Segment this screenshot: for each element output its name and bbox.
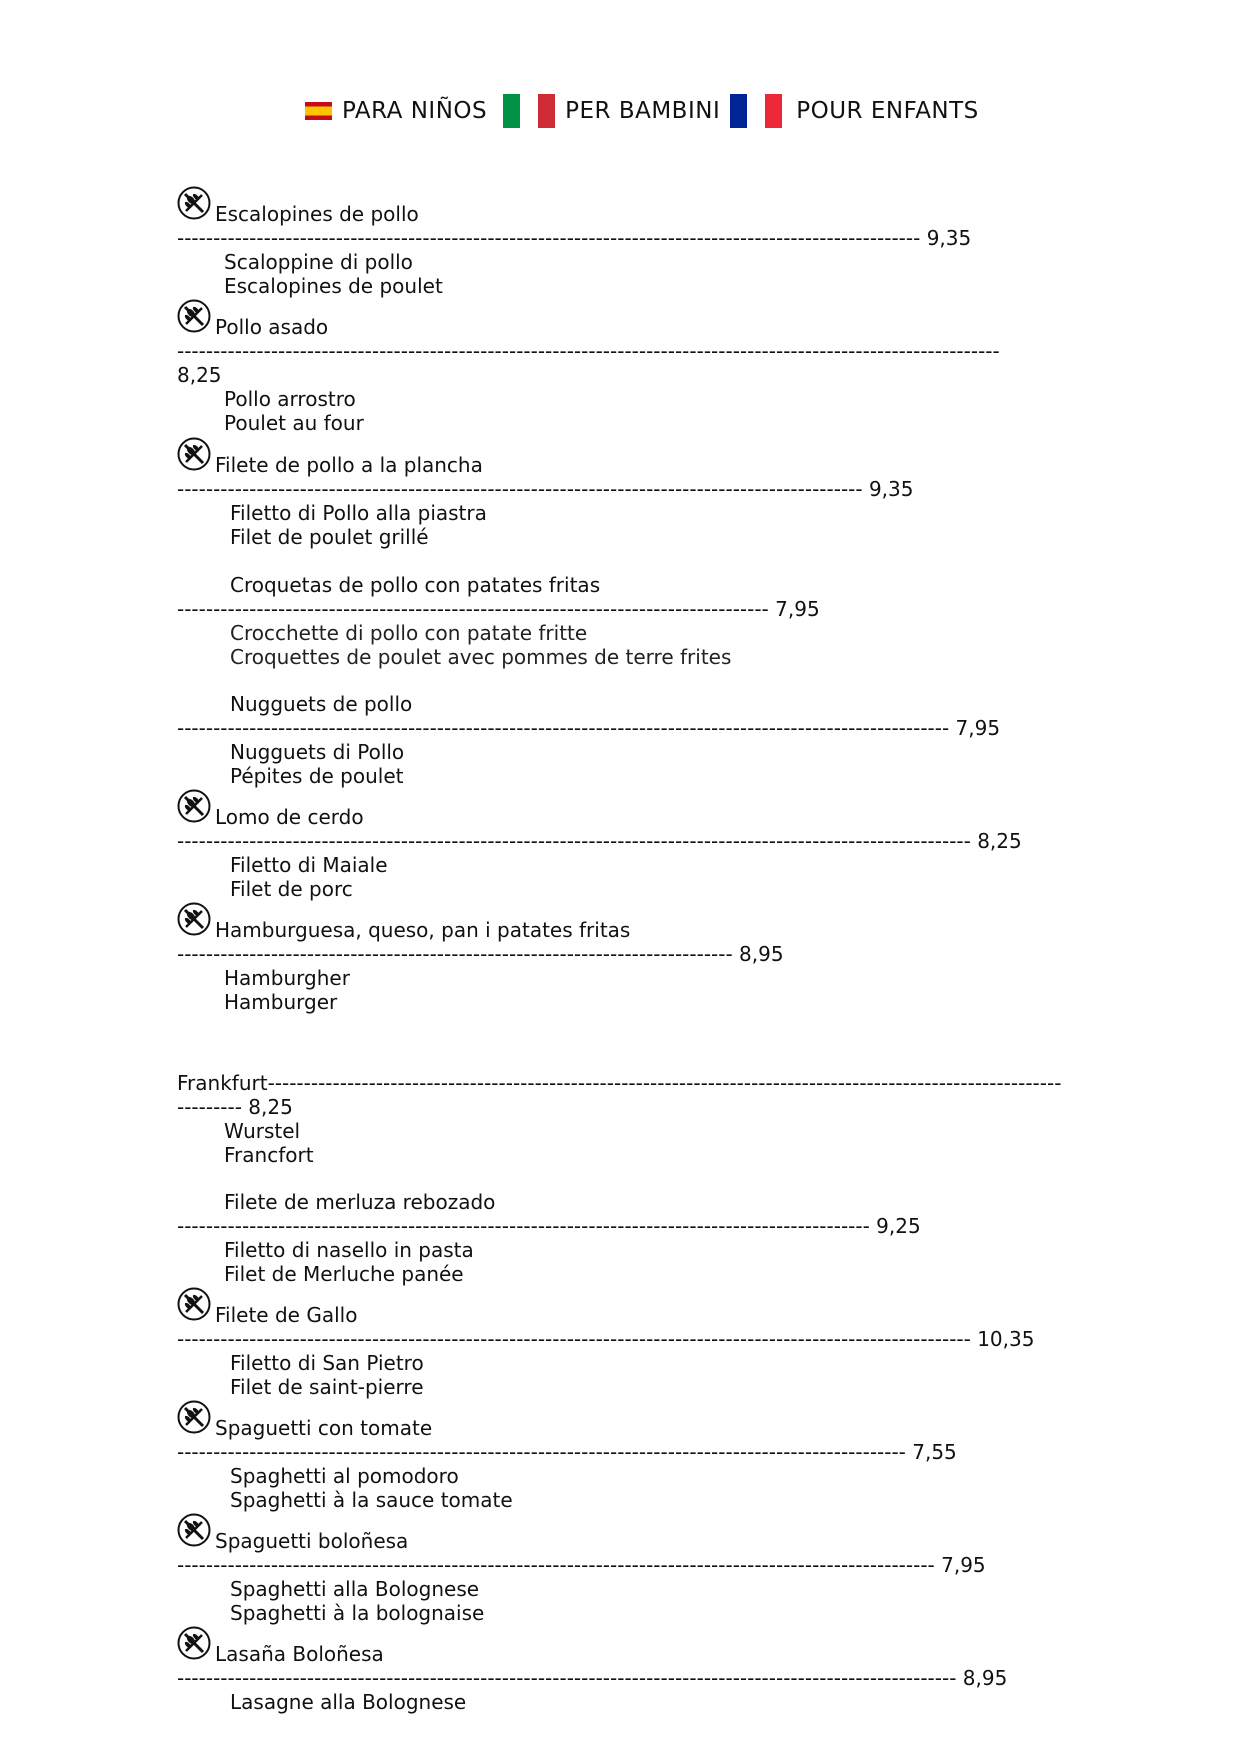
item-fr: Francfort: [224, 1143, 314, 1167]
item-name: Croquetas de pollo con patates fritas: [230, 573, 601, 597]
item-name: Spaguetti boloñesa: [215, 1529, 409, 1553]
menu-header: [305, 94, 979, 128]
item-name: Nugguets de pollo: [230, 692, 413, 716]
item-name: Frankfurt--------------------------------------------------------------------------------------------------------------: [177, 1071, 1062, 1095]
item-fr: Hamburger: [224, 990, 338, 1014]
no-gluten-icon: [177, 902, 211, 936]
item-name: Filete de merluza rebozado: [224, 1190, 496, 1214]
item-dashes-price: ------------------------------------------------------------------------------------------------------------ 8,95: [177, 1666, 1008, 1690]
item-dashes-price: -------------------------------------------------------------------------------------------------------------- 10,35: [177, 1327, 1035, 1351]
item-dashes-price: ------------------------------------------------------------------------------------------------------- 9,35: [177, 226, 972, 250]
item-it: Pollo arrostro: [224, 387, 356, 411]
item-it: Scaloppine di pollo: [224, 250, 413, 274]
item-dashes-price: ----------------------------------------------------------------------------- 8,95: [177, 942, 784, 966]
no-gluten-icon: [177, 1513, 211, 1547]
item-dashes-price: ---------------------------------------------------------------------------------- 7,95: [177, 597, 820, 621]
header-es: PARA NIÑOS: [342, 98, 488, 124]
item-fr: Filet de porc: [230, 877, 353, 901]
item-dashes-price: ----------------------------------------------------------------------------------------------- 9,35: [177, 477, 914, 501]
item-it: Hamburgher: [224, 966, 350, 990]
item-name: Spaguetti con tomate: [215, 1416, 433, 1440]
no-gluten-icon: [177, 299, 211, 333]
item-it: Lasagne alla Bolognese: [230, 1690, 467, 1714]
no-gluten-icon: [177, 1626, 211, 1660]
item-dashes-price: --------------------------------------------------------------------------------------------------------- 7,95: [177, 1553, 986, 1577]
item-name: Lasaña Boloñesa: [215, 1642, 384, 1666]
item-it: Filetto di nasello in pasta: [224, 1238, 474, 1262]
item-fr: Poulet au four: [224, 411, 364, 435]
item-fr: Filet de saint-pierre: [230, 1375, 424, 1399]
item-fr: Pépites de poulet: [230, 764, 404, 788]
item-name: Filete de pollo a la plancha: [215, 453, 483, 477]
no-gluten-icon: [177, 1287, 211, 1321]
france-flag-icon: [730, 94, 782, 128]
item-name: Hamburguesa, queso, pan i patates fritas: [215, 918, 631, 942]
item-dashes-price: ------------------------------------------------------------------------------------------------ 9,25: [177, 1214, 921, 1238]
item-dashes-price: -------------------------------------------------------------------------------------------------------------- 8,25: [177, 829, 1022, 853]
item-it: Crocchette di pollo con patate fritte: [230, 621, 588, 645]
item-fr: Filet de poulet grillé: [230, 525, 429, 549]
item-name: Lomo de cerdo: [215, 805, 364, 829]
item-it: Wurstel: [224, 1119, 301, 1143]
no-gluten-icon: [177, 437, 211, 471]
item-dashes-price: ----------------------------------------------------------------------------------------------------------- 7,95: [177, 716, 1001, 740]
item-it: Spaghetti alla Bolognese: [230, 1577, 480, 1601]
italy-flag-icon: [503, 94, 555, 128]
item-name: Filete de Gallo: [215, 1303, 358, 1327]
item-it: Filetto di Pollo alla piastra: [230, 501, 487, 525]
item-price: 8,25: [177, 363, 222, 387]
header-it: PER BAMBINI: [565, 98, 721, 124]
no-gluten-icon: [177, 1400, 211, 1434]
item-name: Escalopines de pollo: [215, 202, 419, 226]
item-fr: Croquettes de poulet avec pommes de terre frites: [230, 645, 732, 669]
item-dashes-price: --------- 8,25: [177, 1095, 293, 1119]
header-fr: POUR ENFANTS: [796, 98, 979, 124]
item-dashes: ------------------------------------------------------------------------------------------------------------------: [177, 339, 1000, 363]
item-it: Filetto di Maiale: [230, 853, 388, 877]
item-fr: Spaghetti à la bolognaise: [230, 1601, 485, 1625]
item-fr: Filet de Merluche panée: [224, 1262, 464, 1286]
item-fr: Escalopines de poulet: [224, 274, 443, 298]
item-it: Filetto di San Pietro: [230, 1351, 424, 1375]
spain-flag-icon: [305, 102, 332, 120]
no-gluten-icon: [177, 789, 211, 823]
item-name: Pollo asado: [215, 315, 329, 339]
item-it: Spaghetti al pomodoro: [230, 1464, 459, 1488]
item-dashes-price: ----------------------------------------------------------------------------------------------------- 7,55: [177, 1440, 957, 1464]
no-gluten-icon: [177, 186, 211, 220]
item-it: Nugguets di Pollo: [230, 740, 405, 764]
item-fr: Spaghetti à la sauce tomate: [230, 1488, 513, 1512]
